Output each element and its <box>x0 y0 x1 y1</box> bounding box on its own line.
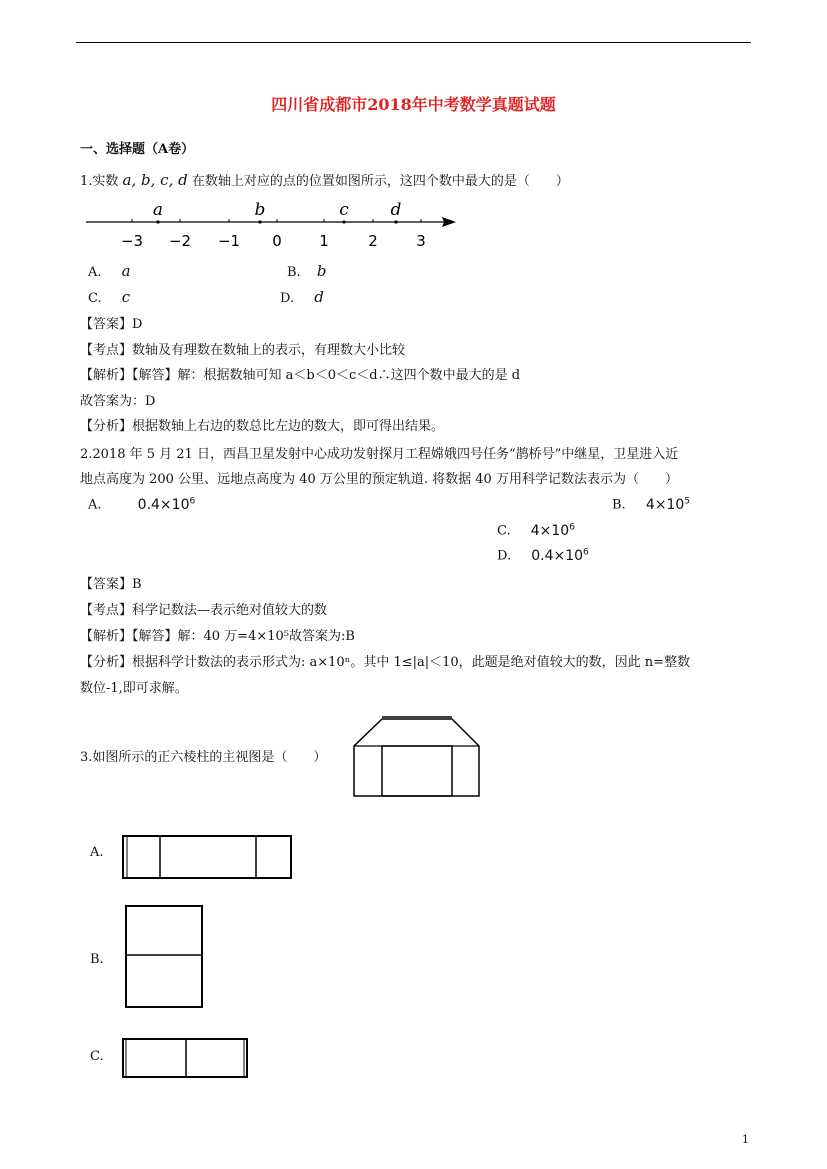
q2-jiexi: 【解析】【解答】解：40 万=4×10⁵故答案为:B <box>80 629 355 644</box>
hexagonal-prism-figure <box>352 712 482 802</box>
q1-option-d-value: d <box>314 288 324 306</box>
number-line-tick-label: 2 <box>368 232 378 250</box>
q2-option-b[interactable] <box>612 496 690 513</box>
q1-stem-rest: 在数轴上对应的点的位置如图所示，这四个数中最大的是（ ） <box>191 174 569 189</box>
q3-option-b-label[interactable]: B. <box>90 952 104 967</box>
number-line-point-label: c <box>339 200 349 220</box>
number-line-arrow <box>442 217 456 227</box>
q3-option-a-label[interactable]: A. <box>90 845 104 860</box>
q3-option-b-figure[interactable] <box>125 904 205 1010</box>
section-heading: 一、选择题（A卷） <box>80 142 195 157</box>
number-line-point-label: b <box>254 200 266 220</box>
number-line-tick-label: 0 <box>272 232 282 250</box>
number-line-point-label: d <box>390 200 402 220</box>
q1-option-c-value: c <box>121 288 131 306</box>
q1-option-b[interactable] <box>287 262 326 280</box>
q1-option-a-label: A. <box>88 265 102 280</box>
q2-option-b-label: B. <box>612 497 626 513</box>
q1-option-b-label: B. <box>287 265 301 280</box>
q3-stem: 3.如图所示的正六棱柱的主视图是（ ） <box>80 750 327 765</box>
q1-option-b-value: b <box>316 262 327 280</box>
q2-option-d-label: D. <box>497 548 512 564</box>
q1-option-d[interactable] <box>280 288 324 306</box>
number-line-point-label: a <box>152 200 164 220</box>
q1-prefix: 1.实数 <box>80 174 119 189</box>
page-number: 1 <box>742 1133 749 1146</box>
q2-option-c[interactable] <box>497 522 575 539</box>
q3-option-c-label[interactable]: C. <box>90 1049 104 1064</box>
q2-option-c-label: C. <box>497 523 511 539</box>
number-line-tick-label: −3 <box>120 232 144 250</box>
q1-fenxi: 【分析】根据数轴上右边的数总比左边的数大，即可得出结果。 <box>80 419 445 434</box>
q1-vars: a, b, c, d <box>122 171 188 189</box>
q1-kaodian: 【考点】数轴及有理数在数轴上的表示，有理数大小比较 <box>80 343 406 358</box>
q1-answer: 【答案】D <box>80 317 143 332</box>
q3-option-c-figure[interactable] <box>122 1038 250 1080</box>
q1-option-c[interactable] <box>88 288 130 306</box>
number-line-tick-label: 3 <box>416 232 426 250</box>
number-line-tick-label: 1 <box>319 232 329 250</box>
number-line-point <box>156 220 159 223</box>
q1-option-a[interactable] <box>88 262 131 280</box>
q2-option-c-base: 4×10 <box>530 522 570 539</box>
q2-option-a-label: A. <box>88 497 102 513</box>
number-line <box>80 198 470 254</box>
number-line-point <box>394 220 397 223</box>
q2-option-a-exp: 6 <box>189 496 196 506</box>
q2-option-d-base: 0.4×10 <box>531 547 584 564</box>
q2-option-b-base: 4×10 <box>645 496 685 513</box>
q2-option-b-exp: 5 <box>684 496 691 506</box>
q1-stem <box>80 170 569 189</box>
q2-answer: 【答案】B <box>80 577 142 592</box>
q1-option-a-value: a <box>121 262 131 280</box>
q1-option-c-label: C. <box>88 291 102 306</box>
number-line-point <box>258 220 261 223</box>
q1-jiexi: 【解析】【解答】解：根据数轴可知 a＜b＜0＜c＜d∴这四个数中最大的是 d <box>80 368 521 383</box>
q2-option-d[interactable] <box>497 547 589 564</box>
q1-conclusion: 故答案为：D <box>80 394 156 409</box>
q2-fenxi-line2: 数位-1,即可求解。 <box>80 681 188 696</box>
q2-option-c-exp: 6 <box>569 522 575 532</box>
q2-stem-line2: 地点高度为 200 公里、远地点高度为 40 万公里的预定轨道. 将数据 40 万用科学记数法表示为（ ） <box>80 472 678 487</box>
q1-option-d-label: D. <box>280 291 295 306</box>
q2-fenxi-line1: 【分析】根据科学计数法的表示形式为: a×10ⁿ。其中 1≤|a|＜10，此题是绝对值较大的数，因此 n=整数 <box>80 655 691 670</box>
q2-option-d-exp: 6 <box>583 547 589 557</box>
number-line-tick-label: −1 <box>217 232 241 250</box>
q3-option-a-figure[interactable] <box>122 835 294 881</box>
page-title: 四川省成都市2018年中考数学真题试题 <box>271 95 556 114</box>
q2-option-a[interactable] <box>88 496 195 513</box>
header-rule <box>76 42 751 43</box>
number-line-point <box>342 220 345 223</box>
q2-stem-line1: 2.2018 年 5 月 21 日，西昌卫星发射中心成功发射探月工程嫦娥四号任务“鹊桥号”中继星，卫星进入近 <box>80 447 679 462</box>
q2-kaodian: 【考点】科学记数法—表示绝对值较大的数 <box>80 603 328 618</box>
q2-option-a-base: 0.4×10 <box>137 496 190 513</box>
number-line-tick-label: −2 <box>168 232 192 250</box>
